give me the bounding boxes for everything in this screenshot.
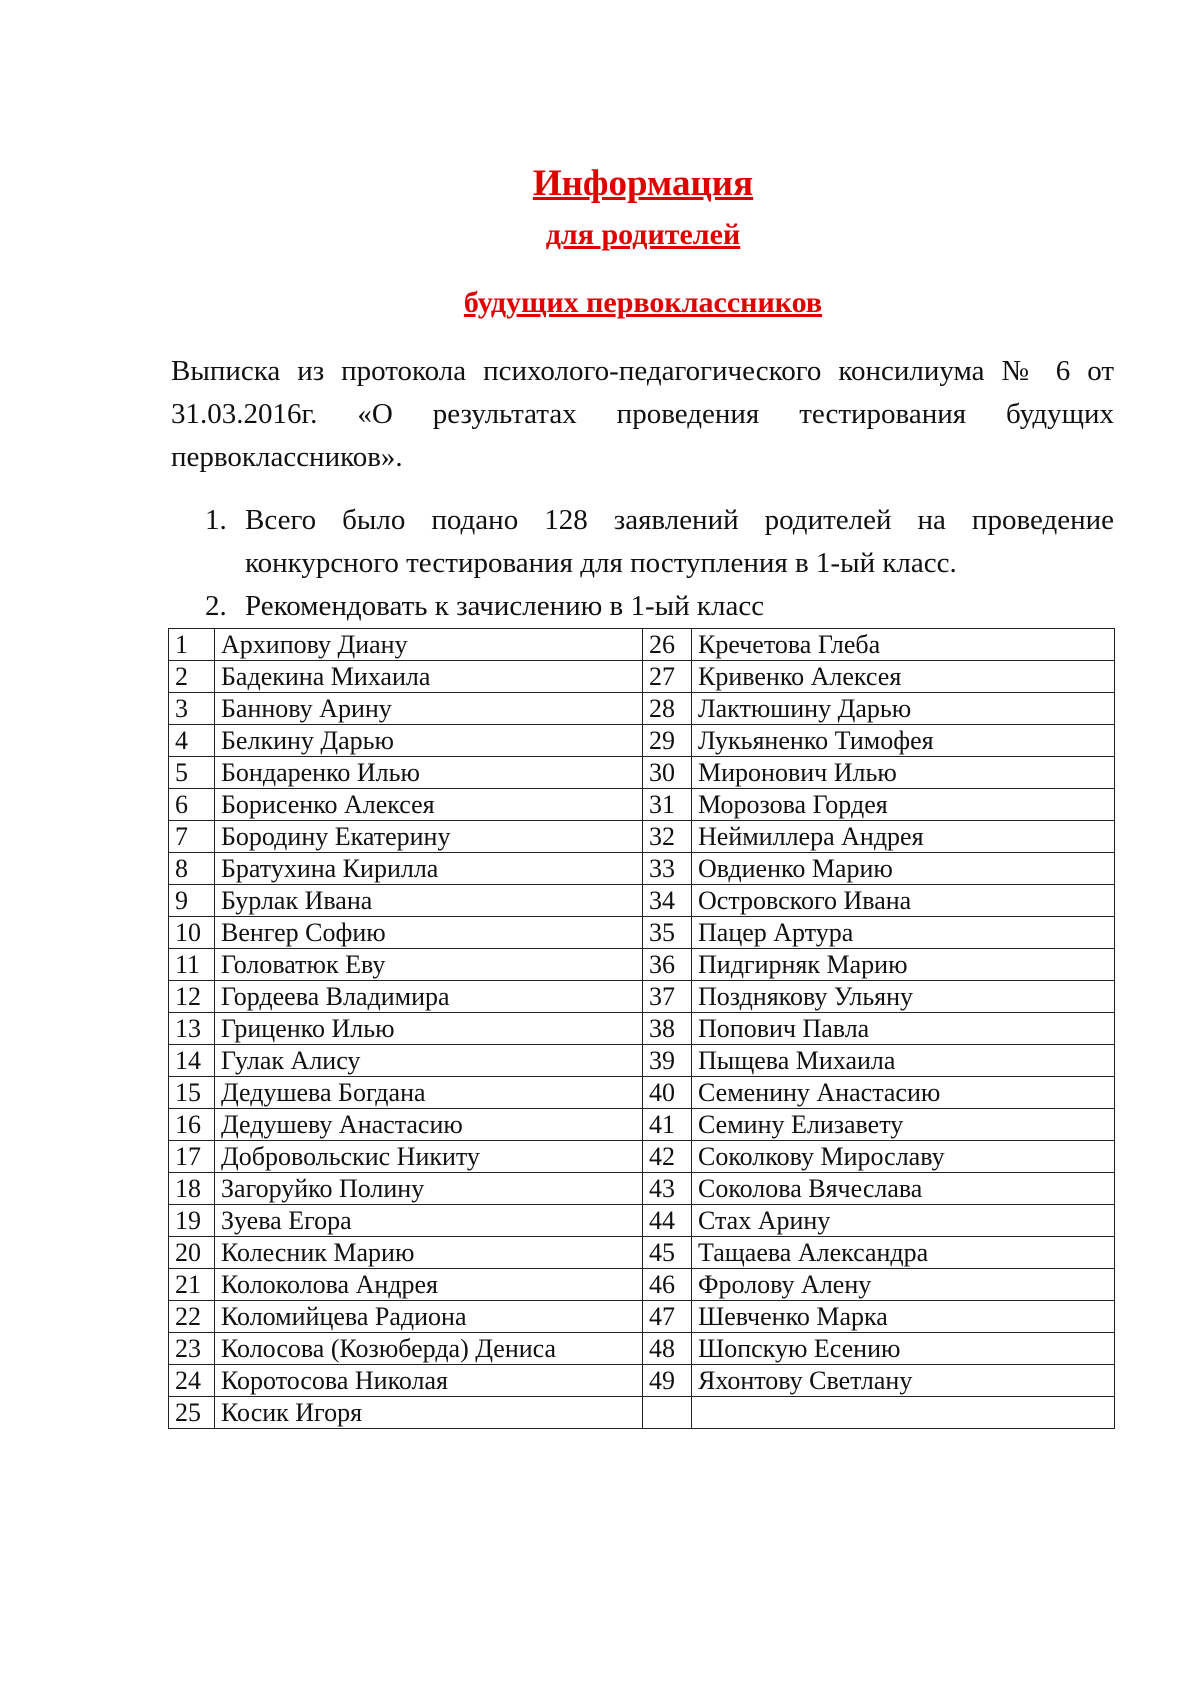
- row-number: 11: [169, 949, 215, 981]
- intro-paragraph: Выписка из протокола психолого-педагогического консилиума № 6 от 31.03.2016г. «О результатах проведения тестирования будущих первоклассников».: [171, 355, 1114, 473]
- student-name: Стах Арину: [692, 1205, 1115, 1237]
- student-name: Братухина Кирилла: [215, 853, 643, 885]
- row-number: 17: [169, 1141, 215, 1173]
- row-number: 16: [169, 1109, 215, 1141]
- student-name: Лукьяненко Тимофея: [692, 725, 1115, 757]
- table-row: [169, 661, 1115, 693]
- student-name: Гулак Алису: [215, 1045, 643, 1077]
- table-row: [169, 981, 1115, 1013]
- row-number: 32: [643, 821, 692, 853]
- student-name: Белкину Дарью: [215, 725, 643, 757]
- table-row: [169, 1269, 1115, 1301]
- list-item: [205, 585, 1114, 628]
- row-number: 36: [643, 949, 692, 981]
- student-name: Гриценко Илью: [215, 1013, 643, 1045]
- page-title: Информация: [532, 163, 754, 204]
- student-name: Бондаренко Илью: [215, 757, 643, 789]
- row-number: 13: [169, 1013, 215, 1045]
- table-row: [169, 1109, 1115, 1141]
- table-row: [169, 1173, 1115, 1205]
- table-row: [169, 821, 1115, 853]
- student-name: Кречетова Глеба: [692, 629, 1115, 661]
- student-name: Семину Елизавету: [692, 1109, 1115, 1141]
- page-subtitle-1: для родителей: [545, 218, 741, 251]
- row-number: 42: [643, 1141, 692, 1173]
- student-name: Пацер Артура: [692, 917, 1115, 949]
- row-number: 4: [169, 725, 215, 757]
- student-name: Коротосова Николая: [215, 1365, 643, 1397]
- row-number: 12: [169, 981, 215, 1013]
- table-row: [169, 757, 1115, 789]
- table-row: [169, 1301, 1115, 1333]
- student-name: Семенину Анастасию: [692, 1077, 1115, 1109]
- row-number: 40: [643, 1077, 692, 1109]
- row-number: 31: [643, 789, 692, 821]
- student-name: Попович Павла: [692, 1013, 1115, 1045]
- row-number: 3: [169, 693, 215, 725]
- student-name: Загоруйко Полину: [215, 1173, 643, 1205]
- student-name: [692, 1397, 1115, 1429]
- student-name: Архипову Диану: [215, 629, 643, 661]
- table-row: [169, 1077, 1115, 1109]
- table-row: [169, 693, 1115, 725]
- table-row: [169, 1045, 1115, 1077]
- table-row: [169, 1365, 1115, 1397]
- student-name: Колесник Марию: [215, 1237, 643, 1269]
- row-number: 24: [169, 1365, 215, 1397]
- student-name: Бадекина Михаила: [215, 661, 643, 693]
- table-row: [169, 1205, 1115, 1237]
- row-number: 34: [643, 885, 692, 917]
- row-number: 30: [643, 757, 692, 789]
- row-number: 21: [169, 1269, 215, 1301]
- page-subtitle-2: будущих первоклассников: [463, 286, 823, 319]
- row-number: 9: [169, 885, 215, 917]
- row-number: 1: [169, 629, 215, 661]
- student-name: Миронович Илью: [692, 757, 1115, 789]
- list-item-number: 1.: [205, 504, 227, 536]
- student-name: Дедушеву Анастасию: [215, 1109, 643, 1141]
- student-name: Позднякову Ульяну: [692, 981, 1115, 1013]
- row-number: 37: [643, 981, 692, 1013]
- table-row: [169, 1237, 1115, 1269]
- row-number: 19: [169, 1205, 215, 1237]
- row-number: 39: [643, 1045, 692, 1077]
- student-name: Косик Игоря: [215, 1397, 643, 1429]
- table-row: [169, 885, 1115, 917]
- table-row: [169, 725, 1115, 757]
- student-name: Дедушева Богдана: [215, 1077, 643, 1109]
- student-name: Пыщева Михаила: [692, 1045, 1115, 1077]
- student-name: Лактюшину Дарью: [692, 693, 1115, 725]
- student-name: Баннову Арину: [215, 693, 643, 725]
- table-row: [169, 1333, 1115, 1365]
- row-number: 45: [643, 1237, 692, 1269]
- student-name: Зуева Егора: [215, 1205, 643, 1237]
- student-name: Яхонтову Светлану: [692, 1365, 1115, 1397]
- row-number: 10: [169, 917, 215, 949]
- row-number: 33: [643, 853, 692, 885]
- row-number: 35: [643, 917, 692, 949]
- student-name: Фролову Алену: [692, 1269, 1115, 1301]
- list-item-number: 2.: [205, 590, 227, 622]
- student-name: Тащаева Александра: [692, 1237, 1115, 1269]
- row-number: 8: [169, 853, 215, 885]
- row-number: 2: [169, 661, 215, 693]
- student-name: Кривенко Алексея: [692, 661, 1115, 693]
- row-number: 48: [643, 1333, 692, 1365]
- row-number: 44: [643, 1205, 692, 1237]
- student-name: Гордеева Владимира: [215, 981, 643, 1013]
- student-name: Колосова (Козюберда) Дениса: [215, 1333, 643, 1365]
- list-item-text: Всего было подано 128 заявлений родителей на проведение конкурсного тестирования для поступления в 1-ый класс.: [245, 504, 1114, 579]
- student-name: Пидгирняк Марию: [692, 949, 1115, 981]
- student-name: Морозова Гордея: [692, 789, 1115, 821]
- student-name: Головатюк Еву: [215, 949, 643, 981]
- student-name: Соколкову Мирославу: [692, 1141, 1115, 1173]
- table-row: [169, 1013, 1115, 1045]
- table-row: [169, 949, 1115, 981]
- student-name: Соколова Вячеслава: [692, 1173, 1115, 1205]
- row-number: 38: [643, 1013, 692, 1045]
- row-number: 15: [169, 1077, 215, 1109]
- table-row: [169, 629, 1115, 661]
- row-number: 5: [169, 757, 215, 789]
- list-item-text: Рекомендовать к зачислению в 1-ый класс: [245, 590, 765, 622]
- student-name: Борисенко Алексея: [215, 789, 643, 821]
- student-name: Колоколова Андрея: [215, 1269, 643, 1301]
- row-number: 6: [169, 789, 215, 821]
- table-row: [169, 853, 1115, 885]
- row-number: 25: [169, 1397, 215, 1429]
- row-number: 26: [643, 629, 692, 661]
- row-number: 23: [169, 1333, 215, 1365]
- row-number: 22: [169, 1301, 215, 1333]
- row-number: 43: [643, 1173, 692, 1205]
- student-name: Шопскую Есению: [692, 1333, 1115, 1365]
- student-name: Венгер Софию: [215, 917, 643, 949]
- row-number: 27: [643, 661, 692, 693]
- table-row: [169, 917, 1115, 949]
- row-number: 20: [169, 1237, 215, 1269]
- student-name: Островского Ивана: [692, 885, 1115, 917]
- row-number: 41: [643, 1109, 692, 1141]
- row-number: 18: [169, 1173, 215, 1205]
- student-name: Бурлак Ивана: [215, 885, 643, 917]
- list-item: [205, 499, 1114, 585]
- table-row: [169, 1141, 1115, 1173]
- student-name: Коломийцева Радиона: [215, 1301, 643, 1333]
- row-number: 49: [643, 1365, 692, 1397]
- row-number: 47: [643, 1301, 692, 1333]
- row-number: 7: [169, 821, 215, 853]
- row-number: 14: [169, 1045, 215, 1077]
- students-table: [168, 628, 1115, 1429]
- student-name: Шевченко Марка: [692, 1301, 1115, 1333]
- student-name: Добровольскис Никиту: [215, 1141, 643, 1173]
- table-row: [169, 789, 1115, 821]
- student-name: Неймиллера Андрея: [692, 821, 1115, 853]
- row-number: [643, 1397, 692, 1429]
- table-row: [169, 1397, 1115, 1429]
- row-number: 46: [643, 1269, 692, 1301]
- student-name: Овдиенко Марию: [692, 853, 1115, 885]
- student-name: Бородину Екатерину: [215, 821, 643, 853]
- row-number: 29: [643, 725, 692, 757]
- row-number: 28: [643, 693, 692, 725]
